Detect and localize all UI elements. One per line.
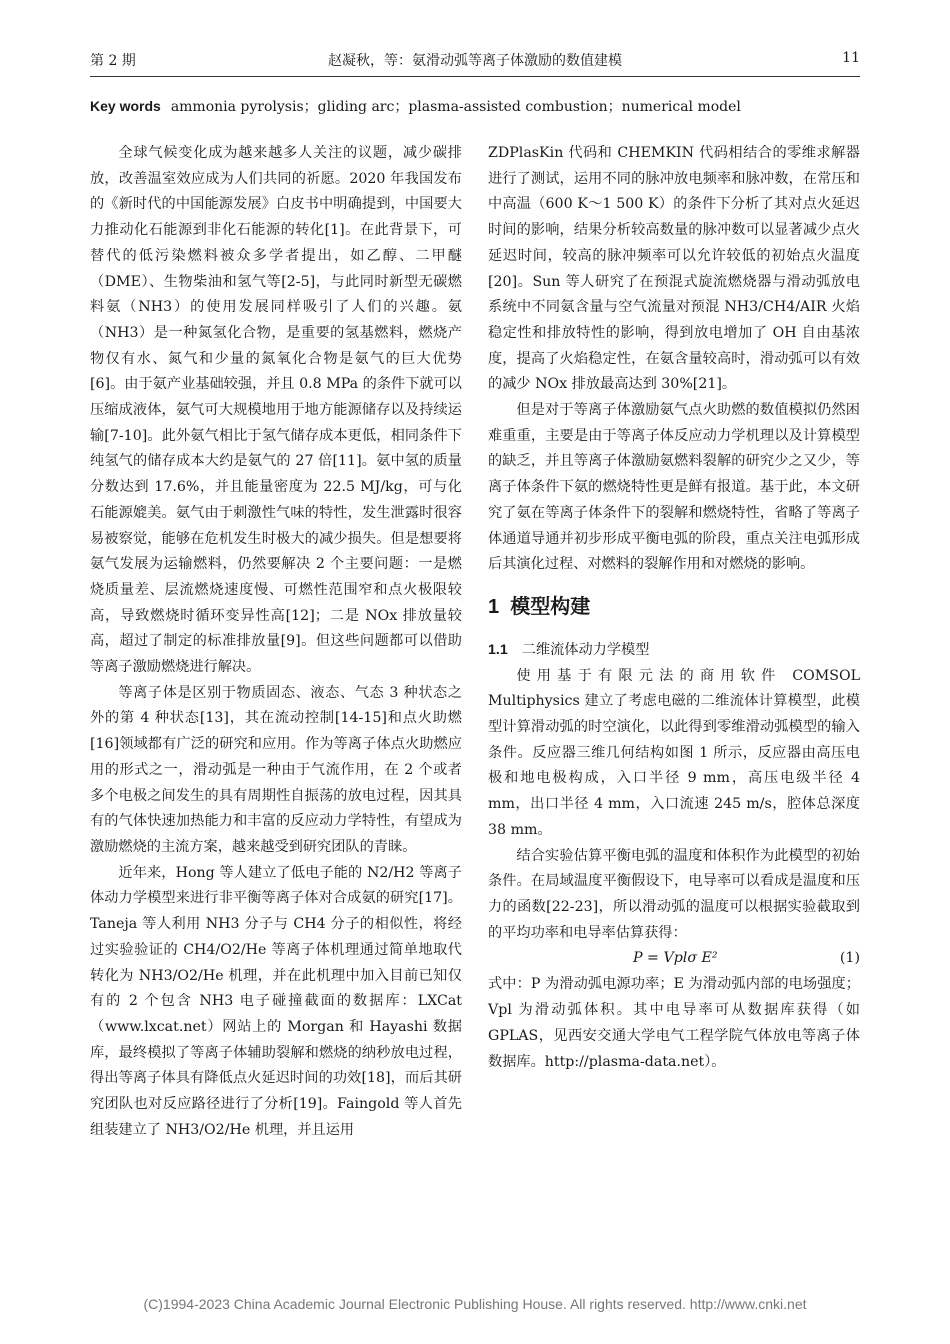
- paragraph: 但是对于等离子体激励氨气点火助燃的数值模拟仍然困难重重，主要是由于等离子体反应动力学机理以及计算模型的缺乏，并且等离子体激励氨燃料裂解的研究少之又少，等离子体条件下氨的燃烧特性更是鲜有报道。基于此，本文研究了氨在等离子体条件下的裂解和燃烧特性，省略了等离子体通道导通并初步形成平衡电弧的阶段，重点关注电弧形成后其演化过程、对燃料的裂解作用和对燃烧的影响。: [488, 402, 860, 573]
- paragraph: ZDPlasKin 代码和 CHEMKIN 代码相结合的零维求解器进行了测试，运用不同的脉冲放电频率和脉冲数，在常压和中高温（600 K～1 500 K）的条件下分析了其对点火延迟时间的影响，结果分析较高数量的脉冲数可以显著减少点火延迟时间，较高的脉冲频率可以允许较低的初始点火温度[20]。Sun 等人研究了在预混式旋流燃烧器与滑动弧放电系统中不同氨含量与空气流量对预混 NH3/CH4/AIR 火焰稳定性和排放特性的影响，得到放电增加了 OH 自由基浓度，提高了火焰稳定性，在氨含量较高时，滑动弧可以有效的减少 NOx 排放最高达到 30%[21]。: [488, 145, 860, 393]
- section-number: 1: [488, 595, 500, 618]
- copyright-footer: (C)1994-2023 China Academic Journal Electronic Publishing House. All rights reserved. http://www.cnki.net: [143, 1296, 807, 1312]
- running-header: [90, 50, 860, 74]
- equation-formula: P = Vplσ E²: [633, 950, 718, 967]
- paragraph: 全球气候变化成为越来越多人关注的议题，减少碳排放，改善温室效应成为人们共同的祈愿。2020 年我国发布的《新时代的中国能源发展》白皮书中明确提到，中国要大力推动化石能源到非化石能源的转化[1]。在此背景下，可替代的低污染燃料被众多学者提出，如乙醇、二甲醚（DME）、生物柴油和氢气等[2-5]，与此同时新型无碳燃料氨（NH3）的使用发展同样吸引了人们的兴趣。氨（NH3）是一种氮氢化合物，是重要的氢基燃料，燃烧产物仅有水、氮气和少量的氮氧化合物是氨气的巨大优势[6]。由于氨产业基础较强，并且 0.8 MPa 的条件下就可以压缩成液体，氨气可大规模地用于地方能源储存以及持续运输[7-10]。此外氨气相比于氢气储存成本更低，相同条件下纯氢气的储存成本大约是氨气的 27 倍[11]。氨中氢的质量分数达到 17.6%，并且能量密度为 22.5 MJ/kg，可与化石能源媲美。氨气由于刺激性气味的特性，发生泄露时很容易被察觉，能够在危机发生时极大的减少损失。但是想要将氨气发展为运输燃料，仍然要解决 2 个主要问题：一是燃烧质量差、层流燃烧速度慢、可燃性范围窄和点火极限较高，导致燃烧时循环变异性高[12]；二是 NOx 排放量较高，超过了制定的标准排放量[9]。但这些问题都可以借助等离子激励燃烧进行解决。: [90, 145, 462, 676]
- keywords-text: ammonia pyrolysis；gliding arc；plasma-assisted combustion；numerical model: [170, 99, 741, 115]
- header-rule: [90, 76, 860, 77]
- paragraph: 式中：P 为滑动弧电源功率；E 为滑动弧内部的电场强度；Vpl 为滑动弧体积。其中电导率可从数据库获得（如 GPLAS，见西安交通大学电气工程学院气体放电等离子体数据库。http://plasma-data.net）。: [488, 976, 860, 1070]
- section-title: 模型构建: [510, 595, 591, 618]
- paragraph: 等离子体是区别于物质固态、液态、气态 3 种状态之外的第 4 种状态[13]，其在流动控制[14-15]和点火助燃[16]领域都有广泛的研究和应用。作为等离子体点火助燃应用的形式之一，滑动弧是一种由于气流作用，在 2 个或者多个电极之间发生的具有周期性自振荡的放电过程，因其具有的气体快速加热能力和丰富的反应动力学特性，有望成为激励燃烧的主流方案，越来越受到研究团队的青睐。: [90, 684, 462, 855]
- subsection-title: 二维流体动力学模型: [521, 641, 650, 658]
- paragraph: 使用基于有限元法的商用软件 COMSOL Multiphysics 建立了考虑电磁的二维流体计算模型，此模型计算滑动弧的时空演化，以此得到零维滑动弧模型的输入条件。反应器三维几何结构如图 1 所示，反应器由高压电极和地电极构成，入口半径 9 mm，高压电级半径 4 mm，出口半径 4 mm，入口流速 245 m/s，腔体总深度 38 mm。: [488, 667, 860, 838]
- equation-number: (1): [839, 950, 860, 967]
- keywords-label: Key words: [90, 98, 161, 114]
- right-column: [488, 141, 860, 1075]
- paragraph: 结合实验估算平衡电弧的温度和体积作为此模型的初始条件。在局域温度平衡假设下，电导率可以看成是温度和压力的函数[22-23]，所以滑动弧的温度可以根据实验截取到的平均功率和电导率估算获得：: [488, 847, 860, 941]
- keywords: [90, 96, 860, 116]
- section-heading: [488, 592, 860, 622]
- subsection-heading: [488, 638, 860, 664]
- subsection-number: 1.1: [488, 641, 508, 658]
- left-column: [90, 141, 462, 1143]
- equation: [488, 946, 860, 972]
- paragraph: 近年来，Hong 等人建立了低电子能的 N2/H2 等离子体动力学模型来进行非平衡等离子体对合成氨的研究[17]。Taneja 等人利用 NH3 分子与 CH4 分子的相似性，将经过实验验证的 CH4/O2/He 等离子体机理通过简单地取代转化为 NH3/O2/He 机理，并在此机理中加入目前已知仅有的 2 个包含 NH3 电子碰撞截面的数据库：LXCat（www.lxcat.net）网站上的 Morgan 和 Hayashi 数据库，最终模拟了等离子体辅助裂解和燃烧的纳秒放电过程，得出等离子体具有降低点火延迟时间的功效[18]，而后其研究团队也对反应路径进行了分析[19]。Faingold 等人首先组装建立了 NH3/O2/He 机理，并且运用: [90, 864, 462, 1138]
- page-number: 11: [842, 50, 860, 66]
- issue-label: 第 2 期: [90, 53, 136, 69]
- running-title: 赵凝秋，等：氨滑动弧等离子体激励的数值建模: [328, 53, 622, 69]
